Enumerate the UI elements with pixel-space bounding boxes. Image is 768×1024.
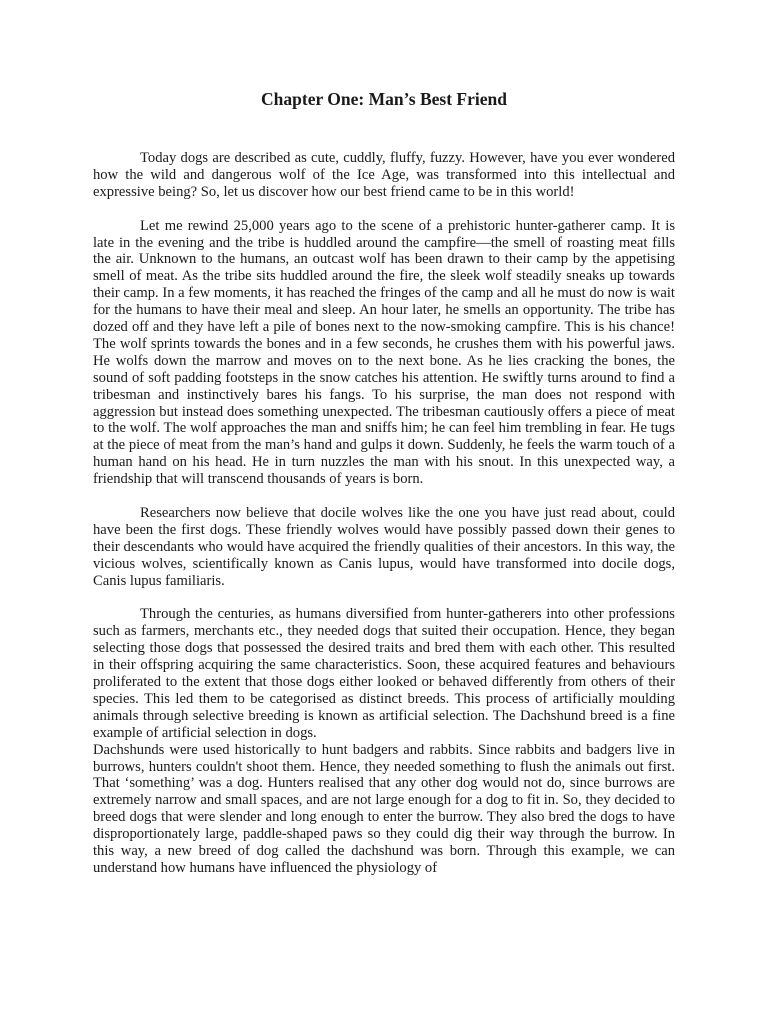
paragraph-dachshunds: Dachshunds were used historically to hunt badgers and rabbits. Since rabbits and badgers live in burrows, hunters couldn't shoot them. Hence, they needed something to flush the animals out first. That ‘something’ was a dog. Hunters realised that any other dog would not do, since burrows are extremely narrow and small spaces, and are not large enough for a dog to fit in. So, they decided to breed dogs that were slender and long enough to enter the burrow. They also bred the dogs to have disproportionately large, paddle-shaped paws so they could dig their way through the burrow. In this way, a new breed of dog called the dachshund was born. Through this example, we can understand how humans have influenced the physiology of bbox=[93, 741, 675, 877]
chapter-title: Chapter One: Man’s Best Friend bbox=[261, 89, 507, 109]
paragraph-intro: Today dogs are described as cute, cuddly, fluffy, fuzzy. However, have you ever wondered how the wild and dangerous wolf of the Ice Age, was transformed into this intellectual and expressive being? So, let us discover how our best friend came to be in this world! bbox=[93, 150, 675, 200]
paragraph-prehistoric-camp: Let me rewind 25,000 years ago to the scene of a prehistoric hunter-gatherer camp. It is late in the evening and the tribe is huddled around the campfire—the smell of roasting meat fills the air. Unknown to the humans, an outcast wolf has been drawn to their camp by the appetising smell of meat. As the tribe sits huddled around the fire, the sleek wolf steadily sneaks up towards their camp. In a few moments, it has reached the fringes of the camp and all he must do now is wait for the humans to have their meal and sleep. An hour later, he smells an opportunity. The tribe has dozed off and they have left a pile of bones next to the now-smoking campfire. This is his chance! The wolf sprints towards the bones and in a few seconds, he crushes them with his powerful jaws. He wolfs down the marrow and moves on to the next bone. As he lies cracking the bones, the sound of soft padding footsteps in the snow catches his attention. He swiftly turns around to find a tribesman and instinctively bares his fangs. To his surprise, the man does not respond with aggression but instead does something unexpected. The tribesman cautiously offers a piece of meat to the wolf. The wolf approaches the man and sniffs him; he can feel him trembling in fear. He tugs at the piece of meat from the man’s hand and gulps it down. Suddenly, he feels the warm touch of a human hand on his head. He in turn nuzzles the man with his snout. In this unexpected way, a friendship that will transcend thousands of years is born. bbox=[93, 217, 675, 488]
chapter-body bbox=[93, 150, 675, 877]
paragraph-first-dogs: Researchers now believe that docile wolves like the one you have just read about, could have been the first dogs. These friendly wolves would have possibly passed down their genes to their descendants who would have acquired the friendly qualities of their ancestors. In this way, the vicious wolves, scientifically known as Canis lupus, would have transformed into docile dogs, Canis lupus familiaris. bbox=[93, 505, 675, 589]
paragraph-artificial-selection: Through the centuries, as humans diversified from hunter-gatherers into other professions such as farmers, merchants etc., they needed dogs that suited their occupation. Hence, they began selecting those dogs that possessed the desired traits and bred them with each other. This resulted in their offspring acquiring the same characteristics. Soon, these acquired features and behaviours proliferated to the extent that those dogs either looked or behaved differently from others of their species. This led them to be categorised as distinct breeds. This process of artificially moulding animals through selective breeding is known as artificial selection. The Dachshund breed is a fine example of artificial selection in dogs. bbox=[93, 606, 675, 741]
